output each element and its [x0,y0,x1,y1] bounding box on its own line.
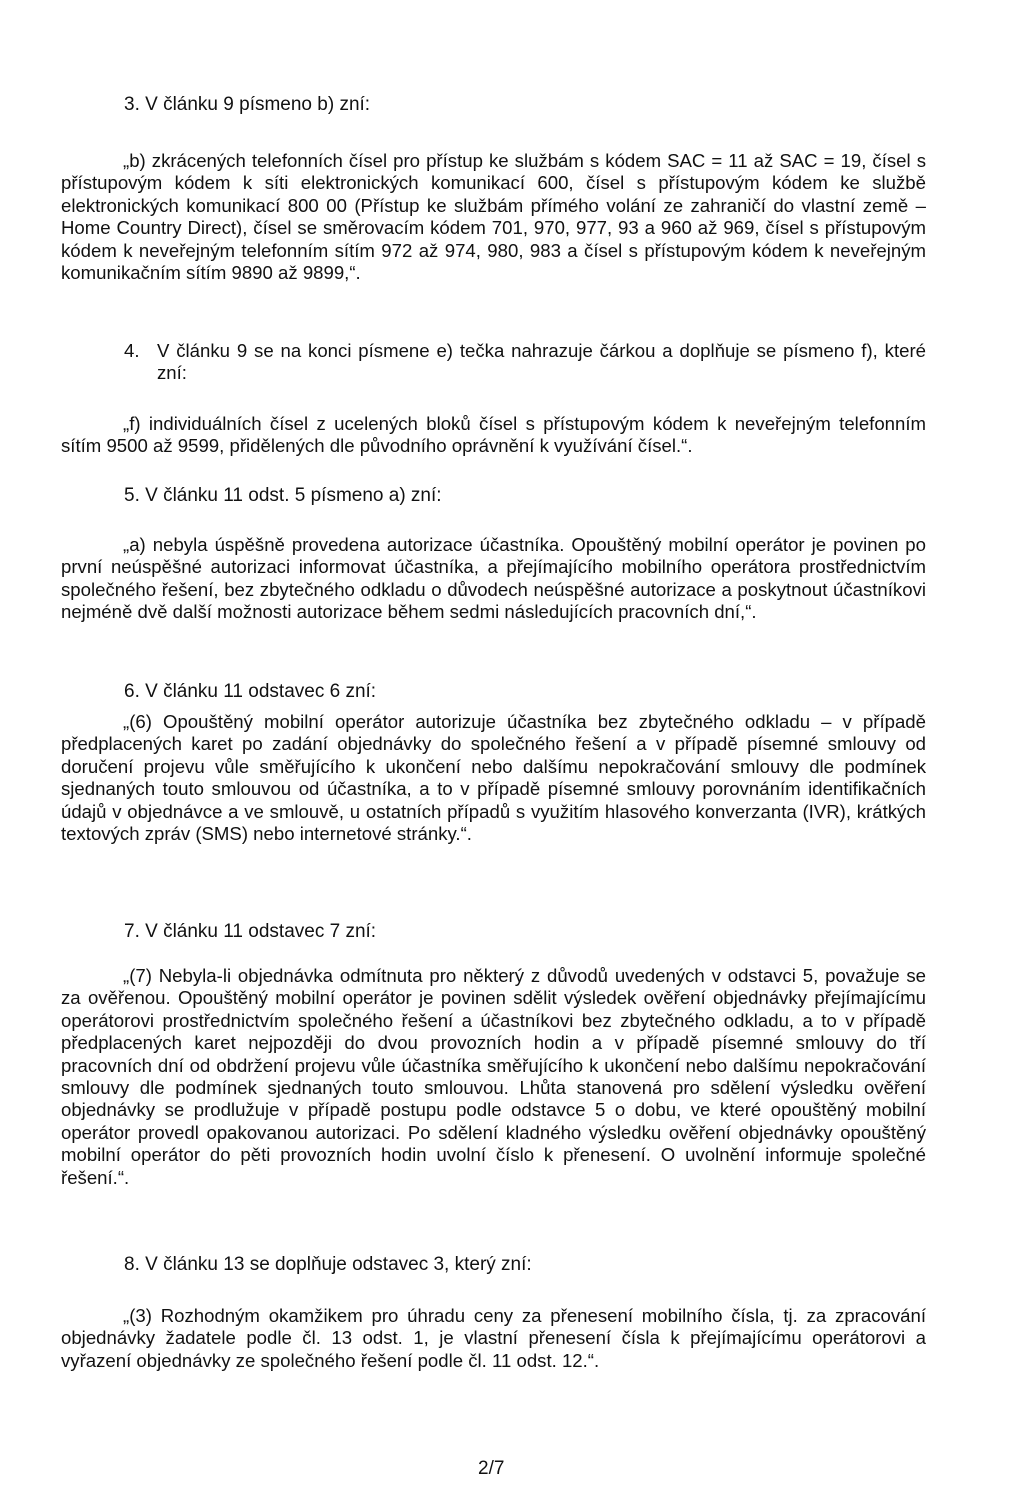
point-5-heading: 5. V článku 11 odst. 5 písmeno a) zní: [124,485,442,506]
point-8-text: „(3) Rozhodným okamžikem pro úhradu ceny za přenesení mobilního čísla, tj. za zpracování objednávky žadatele podle čl. 13 odst. 1, je vlastní přenesení čísla k přejímajícímu operátorovi a vyřazení objednávky ze společného řešení podle čl. 11 odst. 12.“. [61,1305,926,1371]
point-4-text: „f) individuálních čísel z ucelených bloků čísel s přístupovým kódem k neveřejným telefonním sítím 9500 až 9599, přidělených dle původního oprávnění k využívání čísel.“. [61,413,926,457]
point-7-text: „(7) Nebyla-li objednávka odmítnuta pro některý z důvodů uvedených v odstavci 5, považuje se za ověřenou. Opouštěný mobilní operátor je povinen sdělit výsledek ověření objednávky přejímajícímu operátorovi prostřednictvím společného řešení a účastníkovi bez zbytečného odkladu, a to v případě předplacených karet nejpozději do dvou provozních hodin a v případě písemné smlouvy do tří pracovních dní od obdržení projevu vůle účastníka směřujícího k ukončení nebo dalšímu nepokračování smlouvy dle podmínek sjednaných touto smlouvou. Lhůta stanovená pro sdělení výsledku ověření objednávky se prodlužuje v případě postupu podle odstavce 5 o dobu, ve které opouštěný mobilní operátor provedl opakovanou autorizaci. Po sdělení kladného výsledku ověření objednávky opouštěný mobilní operátor do pěti provozních hodin uvolní číslo k přenesení. O uvolnění informuje společné řešení.“. [61,965,926,1188]
point-3-text: „b) zkrácených telefonních čísel pro přístup ke službám s kódem SAC = 11 až SAC = 19, čísel s přístupovým kódem k síti elektronických komunikací 600, čísel s přístupovým kódem ke službě elektronických komunikací 800 00 (Přístup ke službám přímého volání ze zahraničí do vlastní země – Home Country Direct), čísel se směrovacím kódem 701, 970, 977, 93 a 960 až 969, čísel s přístupovým kódem k neveřejným telefonním sítím 972 až 974, 980, 983 a čísel s přístupovým kódem k neveřejným komunikačním sítím 9890 až 9899,“. [61,150,926,284]
point-8-heading: 8. V článku 13 se doplňuje odstavec 3, který zní: [124,1254,532,1275]
point-5-text: „a) nebyla úspěšně provedena autorizace účastníka. Opouštěný mobilní operátor je povinen po první neúspěšné autorizaci informovat účastníka, a přejímajícího mobilního operátora prostřednictvím společného řešení, bez zbytečného odkladu o důvodech neúspěšné autorizace a poskytnout účastníkovi nejméně dvě další možnosti autorizace během sedmi následujících pracovních dní,“. [61,534,926,623]
point-6-heading: 6. V článku 11 odstavec 6 zní: [124,681,377,702]
point-4-heading-text: V článku 9 se na konci písmene e) tečka nahrazuje čárkou a doplňuje se písmeno f), které zní: [157,340,926,384]
point-3-heading: 3. V článku 9 písmeno b) zní: [124,94,371,115]
point-4-heading [124,340,926,385]
point-7-heading: 7. V článku 11 odstavec 7 zní: [124,921,377,942]
point-6-text: „(6) Opouštěný mobilní operátor autorizuje účastníka bez zbytečného odkladu – v případě předplacených karet po zadání objednávky do společného řešení a v případě písemné smlouvy od doručení projevu vůle směřujícího k ukončení nebo dalšímu nepokračování smlouvy dle podmínek sjednaných touto smlouvou od účastníka, a to v případě písemné smlouvy porovnáním identifikačních údajů v objednávce a ve smlouvě, u ostatních případů s využitím hlasového konverzanta (IVR), krátkých textových zpráv (SMS) nebo internetové stránky.“. [61,711,926,845]
page-number: 2/7 [478,1458,505,1479]
point-4-number: 4. [124,340,140,361]
